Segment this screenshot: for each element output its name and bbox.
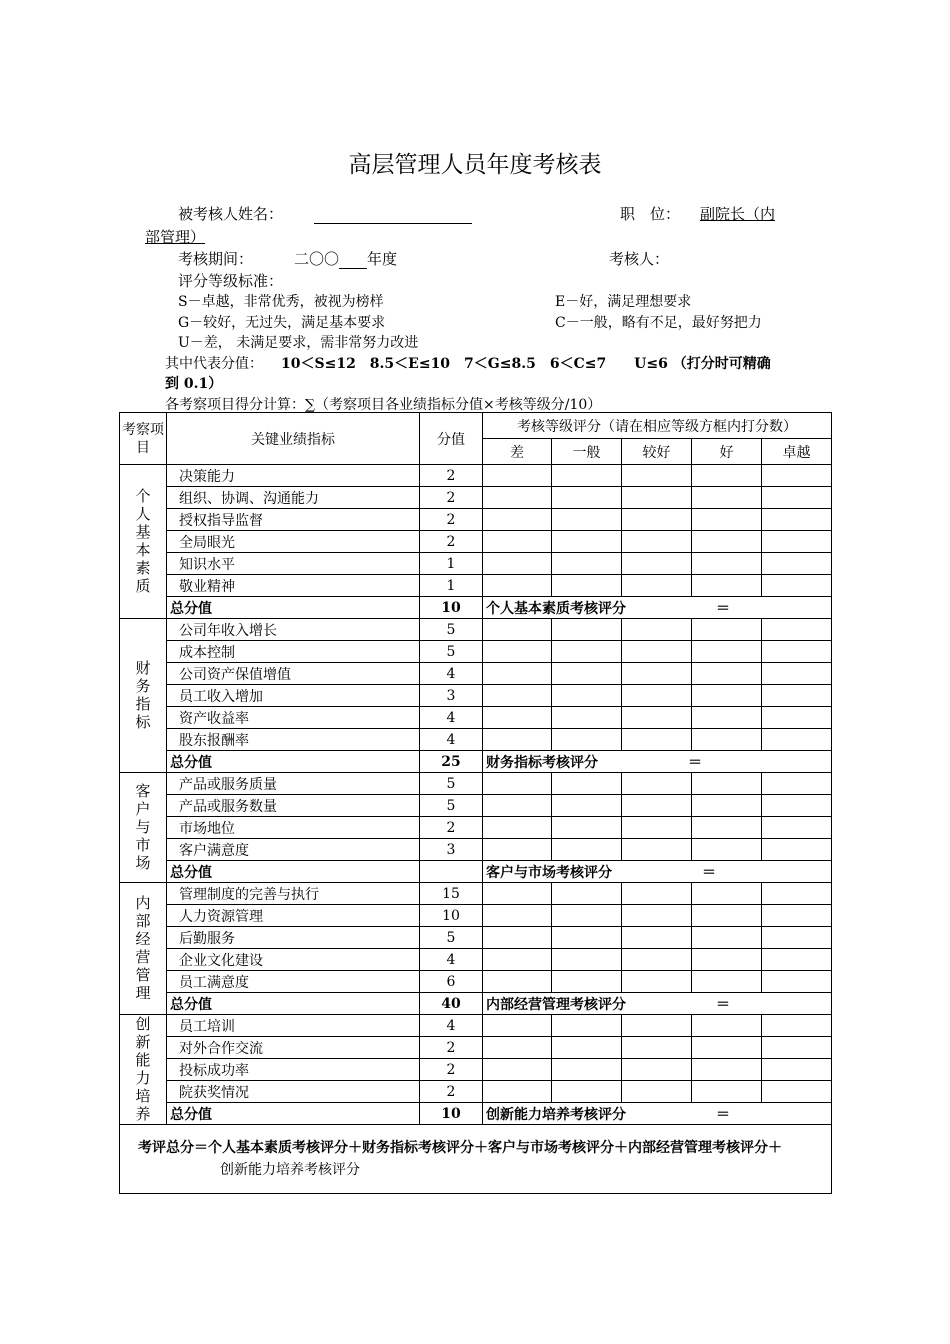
rating-input-cell[interactable] — [622, 883, 692, 905]
rating-input-cell[interactable] — [762, 949, 832, 971]
indicator-name: 管理制度的完善与执行 — [167, 883, 420, 905]
table-row — [120, 465, 832, 487]
rating-input-cell[interactable] — [692, 1059, 762, 1081]
rating-input-cell[interactable] — [692, 1081, 762, 1103]
rating-input-cell[interactable] — [692, 839, 762, 861]
rating-input-cell[interactable] — [692, 641, 762, 663]
rating-input-cell[interactable] — [552, 905, 622, 927]
indicator-name: 员工培训 — [167, 1015, 420, 1037]
rating-input-cell[interactable] — [692, 553, 762, 575]
total-score-label: 创新能力培养考核评分 — [486, 1106, 626, 1123]
category-label: 个人基本素质 — [135, 487, 151, 595]
rating-input-cell[interactable] — [622, 531, 692, 553]
rating-input-cell[interactable] — [622, 927, 692, 949]
table-row — [120, 487, 832, 509]
rating-input-cell[interactable] — [762, 729, 832, 751]
table-row — [120, 1037, 832, 1059]
level-average: 一般 — [552, 439, 622, 465]
rating-input-cell[interactable] — [762, 685, 832, 707]
total-score-cell[interactable] — [483, 1103, 832, 1125]
rating-input-cell[interactable] — [692, 905, 762, 927]
rating-input-cell[interactable] — [552, 971, 622, 993]
rating-input-cell[interactable] — [622, 795, 692, 817]
rating-input-cell[interactable] — [692, 773, 762, 795]
indicator-score: 4 — [420, 663, 483, 685]
rating-input-cell[interactable] — [692, 509, 762, 531]
total-label: 总分值 — [167, 861, 420, 883]
indicator-name: 员工满意度 — [167, 971, 420, 993]
indicator-name: 组织、协调、沟通能力 — [167, 487, 420, 509]
rating-input-cell[interactable] — [552, 1037, 622, 1059]
table-row — [120, 795, 832, 817]
rating-input-cell[interactable] — [692, 575, 762, 597]
total-equals: ＝ — [716, 1106, 730, 1123]
indicator-name: 投标成功率 — [167, 1059, 420, 1081]
rating-input-cell[interactable] — [692, 531, 762, 553]
rating-input-cell[interactable] — [622, 905, 692, 927]
position-value-line2: 部管理） — [145, 228, 206, 246]
indicator-score: 1 — [420, 575, 483, 597]
total-value: 40 — [420, 993, 483, 1015]
table-row — [120, 839, 832, 861]
rating-input-cell[interactable] — [552, 1081, 622, 1103]
indicator-name: 决策能力 — [167, 465, 420, 487]
total-value: 25 — [420, 751, 483, 773]
rating-input-cell[interactable] — [622, 465, 692, 487]
category-cell — [120, 883, 167, 1015]
category-cell — [120, 1015, 167, 1125]
indicator-name: 公司年收入增长 — [167, 619, 420, 641]
rating-input-cell[interactable] — [622, 707, 692, 729]
category-cell — [120, 773, 167, 883]
rating-input-cell[interactable] — [552, 707, 622, 729]
header-rating: 考核等级评分（请在相应等级方框内打分数） — [483, 413, 832, 439]
rating-input-cell[interactable] — [622, 729, 692, 751]
name-label: 被考核人姓名： — [178, 205, 284, 223]
indicator-score: 5 — [420, 927, 483, 949]
rating-input-cell[interactable] — [552, 949, 622, 971]
rating-input-cell[interactable] — [762, 707, 832, 729]
rating-input-cell[interactable] — [762, 531, 832, 553]
rating-input-cell[interactable] — [762, 817, 832, 839]
total-score-cell[interactable] — [483, 751, 832, 773]
calc-line: 各考察项目得分计算：∑（考察项目各业绩指标分值×考核等级分/10） — [165, 397, 602, 413]
rating-input-cell[interactable] — [762, 883, 832, 905]
category-cell — [120, 465, 167, 619]
indicator-name: 成本控制 — [167, 641, 420, 663]
rating-input-cell[interactable] — [552, 729, 622, 751]
rating-input-cell[interactable] — [483, 1081, 552, 1103]
rating-input-cell[interactable] — [692, 817, 762, 839]
rating-input-cell[interactable] — [483, 817, 552, 839]
total-score-cell[interactable] — [483, 861, 832, 883]
rating-input-cell[interactable] — [692, 619, 762, 641]
rating-input-cell[interactable] — [552, 927, 622, 949]
rating-input-cell[interactable] — [762, 1015, 832, 1037]
table-row — [120, 663, 832, 685]
final-row — [120, 1125, 832, 1194]
indicator-score: 2 — [420, 531, 483, 553]
header-indicator: 关键业绩指标 — [167, 413, 420, 465]
indicator-name: 敬业精神 — [167, 575, 420, 597]
score-line-label: 其中代表分值： — [165, 356, 263, 372]
rating-input-cell[interactable] — [622, 971, 692, 993]
indicator-name: 授权指导监督 — [167, 509, 420, 531]
indicator-score: 5 — [420, 641, 483, 663]
indicator-score: 2 — [420, 817, 483, 839]
rating-input-cell[interactable] — [762, 1037, 832, 1059]
final-score-cell[interactable] — [120, 1125, 832, 1194]
rating-input-cell[interactable] — [483, 487, 552, 509]
rating-input-cell[interactable] — [622, 949, 692, 971]
level-excellent: 卓越 — [762, 439, 832, 465]
table-row — [120, 773, 832, 795]
rating-input-cell[interactable] — [762, 927, 832, 949]
level-poor: 差 — [483, 439, 552, 465]
indicator-score: 2 — [420, 509, 483, 531]
indicator-name: 企业文化建设 — [167, 949, 420, 971]
total-value: 10 — [420, 597, 483, 619]
rating-input-cell[interactable] — [483, 509, 552, 531]
rating-input-cell[interactable] — [483, 773, 552, 795]
rating-input-cell[interactable] — [622, 1081, 692, 1103]
rating-input-cell[interactable] — [552, 487, 622, 509]
rating-input-cell[interactable] — [552, 465, 622, 487]
rating-input-cell[interactable] — [483, 971, 552, 993]
indicator-score: 2 — [420, 1059, 483, 1081]
total-equals: ＝ — [716, 600, 730, 617]
rating-input-cell[interactable] — [692, 1037, 762, 1059]
assessment-table — [119, 412, 832, 1194]
total-row — [120, 597, 832, 619]
total-value — [420, 861, 483, 883]
total-label: 总分值 — [167, 751, 420, 773]
rating-input-cell[interactable] — [692, 465, 762, 487]
rating-input-cell[interactable] — [762, 509, 832, 531]
indicator-score: 2 — [420, 1081, 483, 1103]
indicator-score: 15 — [420, 883, 483, 905]
indicator-score: 10 — [420, 905, 483, 927]
table-row — [120, 927, 832, 949]
total-value: 10 — [420, 1103, 483, 1125]
rating-input-cell[interactable] — [552, 839, 622, 861]
rating-input-cell[interactable] — [552, 883, 622, 905]
rating-input-cell[interactable] — [552, 1059, 622, 1081]
rating-input-cell[interactable] — [552, 795, 622, 817]
rating-input-cell[interactable] — [622, 1015, 692, 1037]
category-label: 客户与市场 — [135, 782, 151, 872]
rating-input-cell[interactable] — [762, 487, 832, 509]
indicator-name: 院获奖情况 — [167, 1081, 420, 1103]
indicator-name: 市场地位 — [167, 817, 420, 839]
rating-input-cell[interactable] — [483, 795, 552, 817]
rating-input-cell[interactable] — [622, 487, 692, 509]
total-row — [120, 861, 832, 883]
score-line-values: 10＜S≤12 8.5＜E≤10 7＜G≤8.5 6＜C≤7 U≤6 （打分时可精确 — [281, 356, 771, 372]
indicator-name: 客户满意度 — [167, 839, 420, 861]
rating-input-cell[interactable] — [692, 795, 762, 817]
rating-input-cell[interactable] — [622, 641, 692, 663]
indicator-score: 4 — [420, 1015, 483, 1037]
rating-input-cell[interactable] — [483, 707, 552, 729]
rating-input-cell[interactable] — [622, 817, 692, 839]
rating-input-cell[interactable] — [762, 1059, 832, 1081]
rating-input-cell[interactable] — [552, 575, 622, 597]
grade-g: G－较好，无过失，满足基本要求 — [178, 315, 386, 331]
indicator-score: 2 — [420, 465, 483, 487]
total-score-label: 个人基本素质考核评分 — [486, 600, 626, 617]
level-good: 好 — [692, 439, 762, 465]
rating-input-cell[interactable] — [483, 729, 552, 751]
rating-input-cell[interactable] — [483, 839, 552, 861]
table-row — [120, 949, 832, 971]
grade-c: C－一般，略有不足，最好努把力 — [555, 315, 762, 331]
rating-input-cell[interactable] — [622, 509, 692, 531]
indicator-name: 员工收入增加 — [167, 685, 420, 707]
grade-e: E－好，满足理想要求 — [555, 294, 692, 310]
indicator-score: 6 — [420, 971, 483, 993]
rating-input-cell[interactable] — [552, 619, 622, 641]
rating-input-cell[interactable] — [762, 971, 832, 993]
grade-u: U－差， 未满足要求，需非常努力改进 — [178, 335, 419, 351]
rating-input-cell[interactable] — [622, 1059, 692, 1081]
total-row — [120, 751, 832, 773]
rating-input-cell[interactable] — [483, 619, 552, 641]
rating-input-cell[interactable] — [692, 971, 762, 993]
rating-input-cell[interactable] — [483, 1037, 552, 1059]
indicator-name: 对外合作交流 — [167, 1037, 420, 1059]
indicator-score: 1 — [420, 553, 483, 575]
rating-input-cell[interactable] — [483, 685, 552, 707]
total-score-label: 内部经营管理考核评分 — [486, 996, 626, 1013]
table-row — [120, 1059, 832, 1081]
indicator-score: 5 — [420, 795, 483, 817]
final-formula-line2: 创新能力培养考核评分 — [220, 1162, 360, 1178]
period-year-blank[interactable] — [339, 250, 367, 269]
rating-input-cell[interactable] — [552, 663, 622, 685]
rating-input-cell[interactable] — [622, 553, 692, 575]
total-row — [120, 993, 832, 1015]
total-row — [120, 1103, 832, 1125]
assessor-label: 考核人： — [609, 250, 670, 268]
indicator-score: 2 — [420, 1037, 483, 1059]
final-formula-line1: 考评总分＝个人基本素质考核评分＋财务指标考核评分＋客户与市场考核评分＋内部经营管理考核评分＋ — [138, 1140, 782, 1156]
rating-input-cell[interactable] — [692, 927, 762, 949]
rating-input-cell[interactable] — [483, 575, 552, 597]
rating-input-cell[interactable] — [483, 465, 552, 487]
rating-input-cell[interactable] — [622, 619, 692, 641]
rating-input-cell[interactable] — [622, 839, 692, 861]
table-row — [120, 531, 832, 553]
rating-input-cell[interactable] — [692, 663, 762, 685]
indicator-name: 后勤服务 — [167, 927, 420, 949]
indicator-score: 3 — [420, 839, 483, 861]
indicator-name: 资产收益率 — [167, 707, 420, 729]
period-year-prefix: 二〇〇 — [294, 250, 340, 268]
rating-input-cell[interactable] — [762, 619, 832, 641]
rating-input-cell[interactable] — [483, 927, 552, 949]
rating-input-cell[interactable] — [483, 531, 552, 553]
rating-input-cell[interactable] — [692, 487, 762, 509]
score-line-cont: 到 0.1） — [165, 376, 223, 392]
score-line — [165, 353, 771, 373]
rating-input-cell[interactable] — [483, 1015, 552, 1037]
grade-s: S－卓越，非常优秀，被视为榜样 — [178, 294, 384, 310]
indicator-score: 4 — [420, 729, 483, 751]
rating-input-cell[interactable] — [483, 1059, 552, 1081]
rating-input-cell[interactable] — [692, 949, 762, 971]
rating-input-cell[interactable] — [552, 817, 622, 839]
rating-input-cell[interactable] — [692, 883, 762, 905]
rating-input-cell[interactable] — [762, 553, 832, 575]
rating-input-cell[interactable] — [552, 641, 622, 663]
category-label: 内部经营管理 — [135, 894, 151, 1002]
rating-input-cell[interactable] — [483, 905, 552, 927]
rating-input-cell[interactable] — [552, 553, 622, 575]
rating-input-cell[interactable] — [762, 795, 832, 817]
category-label: 创新能力培养 — [135, 1015, 151, 1123]
indicator-score: 4 — [420, 707, 483, 729]
table-row — [120, 619, 832, 641]
rating-input-cell[interactable] — [552, 773, 622, 795]
total-score-cell[interactable] — [483, 597, 832, 619]
rating-input-cell[interactable] — [552, 685, 622, 707]
rating-input-cell[interactable] — [483, 663, 552, 685]
table-row — [120, 553, 832, 575]
indicator-score: 5 — [420, 773, 483, 795]
level-fair: 较好 — [622, 439, 692, 465]
indicator-name: 产品或服务质量 — [167, 773, 420, 795]
rating-input-cell[interactable] — [483, 553, 552, 575]
rating-input-cell[interactable] — [762, 905, 832, 927]
rating-input-cell[interactable] — [622, 773, 692, 795]
header-score: 分值 — [420, 413, 483, 465]
table-row — [120, 905, 832, 927]
total-equals: ＝ — [716, 996, 730, 1013]
table-row — [120, 707, 832, 729]
rating-input-cell[interactable] — [552, 1015, 622, 1037]
indicator-name: 公司资产保值增值 — [167, 663, 420, 685]
table-row — [120, 509, 832, 531]
rating-input-cell[interactable] — [692, 729, 762, 751]
rating-input-cell[interactable] — [762, 663, 832, 685]
table-row — [120, 817, 832, 839]
rating-input-cell[interactable] — [762, 1081, 832, 1103]
rating-input-cell[interactable] — [762, 465, 832, 487]
total-equals: ＝ — [688, 754, 702, 771]
table-row — [120, 1015, 832, 1037]
grade-title: 评分等级标准： — [178, 272, 284, 290]
page-title: 高层管理人员年度考核表 — [348, 152, 602, 178]
table-row — [120, 685, 832, 707]
category-label: 财务指标 — [135, 659, 151, 731]
rating-input-cell[interactable] — [762, 575, 832, 597]
total-label: 总分值 — [167, 993, 420, 1015]
table-row — [120, 641, 832, 663]
total-label: 总分值 — [167, 597, 420, 619]
position-value-line1: 副院长（内 — [700, 205, 776, 223]
indicator-name: 股东报酬率 — [167, 729, 420, 751]
rating-input-cell[interactable] — [622, 575, 692, 597]
rating-input-cell[interactable] — [552, 531, 622, 553]
indicator-name: 产品或服务数量 — [167, 795, 420, 817]
total-score-label: 财务指标考核评分 — [486, 754, 598, 771]
indicator-name: 知识水平 — [167, 553, 420, 575]
rating-input-cell[interactable] — [483, 641, 552, 663]
period-suffix: 年度 — [367, 250, 398, 268]
category-cell — [120, 619, 167, 773]
indicator-score: 4 — [420, 949, 483, 971]
rating-input-cell[interactable] — [692, 685, 762, 707]
period-value — [294, 248, 397, 269]
total-label: 总分值 — [167, 1103, 420, 1125]
header-category: 考察项目 — [120, 413, 167, 465]
table-row — [120, 971, 832, 993]
rating-input-cell[interactable] — [622, 663, 692, 685]
rating-input-cell[interactable] — [762, 839, 832, 861]
indicator-name: 全局眼光 — [167, 531, 420, 553]
indicator-score: 2 — [420, 487, 483, 509]
table-row — [120, 575, 832, 597]
indicator-score: 5 — [420, 619, 483, 641]
rating-input-cell[interactable] — [622, 1037, 692, 1059]
rating-input-cell[interactable] — [483, 883, 552, 905]
position-label: 职 位： — [620, 205, 681, 223]
period-label: 考核期间： — [178, 250, 254, 268]
rating-input-cell[interactable] — [692, 707, 762, 729]
rating-input-cell[interactable] — [692, 1015, 762, 1037]
rating-input-cell[interactable] — [483, 949, 552, 971]
rating-input-cell[interactable] — [552, 509, 622, 531]
indicator-score: 3 — [420, 685, 483, 707]
rating-input-cell[interactable] — [762, 773, 832, 795]
rating-input-cell[interactable] — [762, 641, 832, 663]
rating-input-cell[interactable] — [622, 685, 692, 707]
table-row — [120, 1081, 832, 1103]
total-score-label: 客户与市场考核评分 — [486, 864, 612, 881]
table-row — [120, 883, 832, 905]
table-row — [120, 729, 832, 751]
name-field[interactable] — [314, 203, 472, 224]
total-equals: ＝ — [702, 864, 716, 881]
total-score-cell[interactable] — [483, 993, 832, 1015]
indicator-name: 人力资源管理 — [167, 905, 420, 927]
